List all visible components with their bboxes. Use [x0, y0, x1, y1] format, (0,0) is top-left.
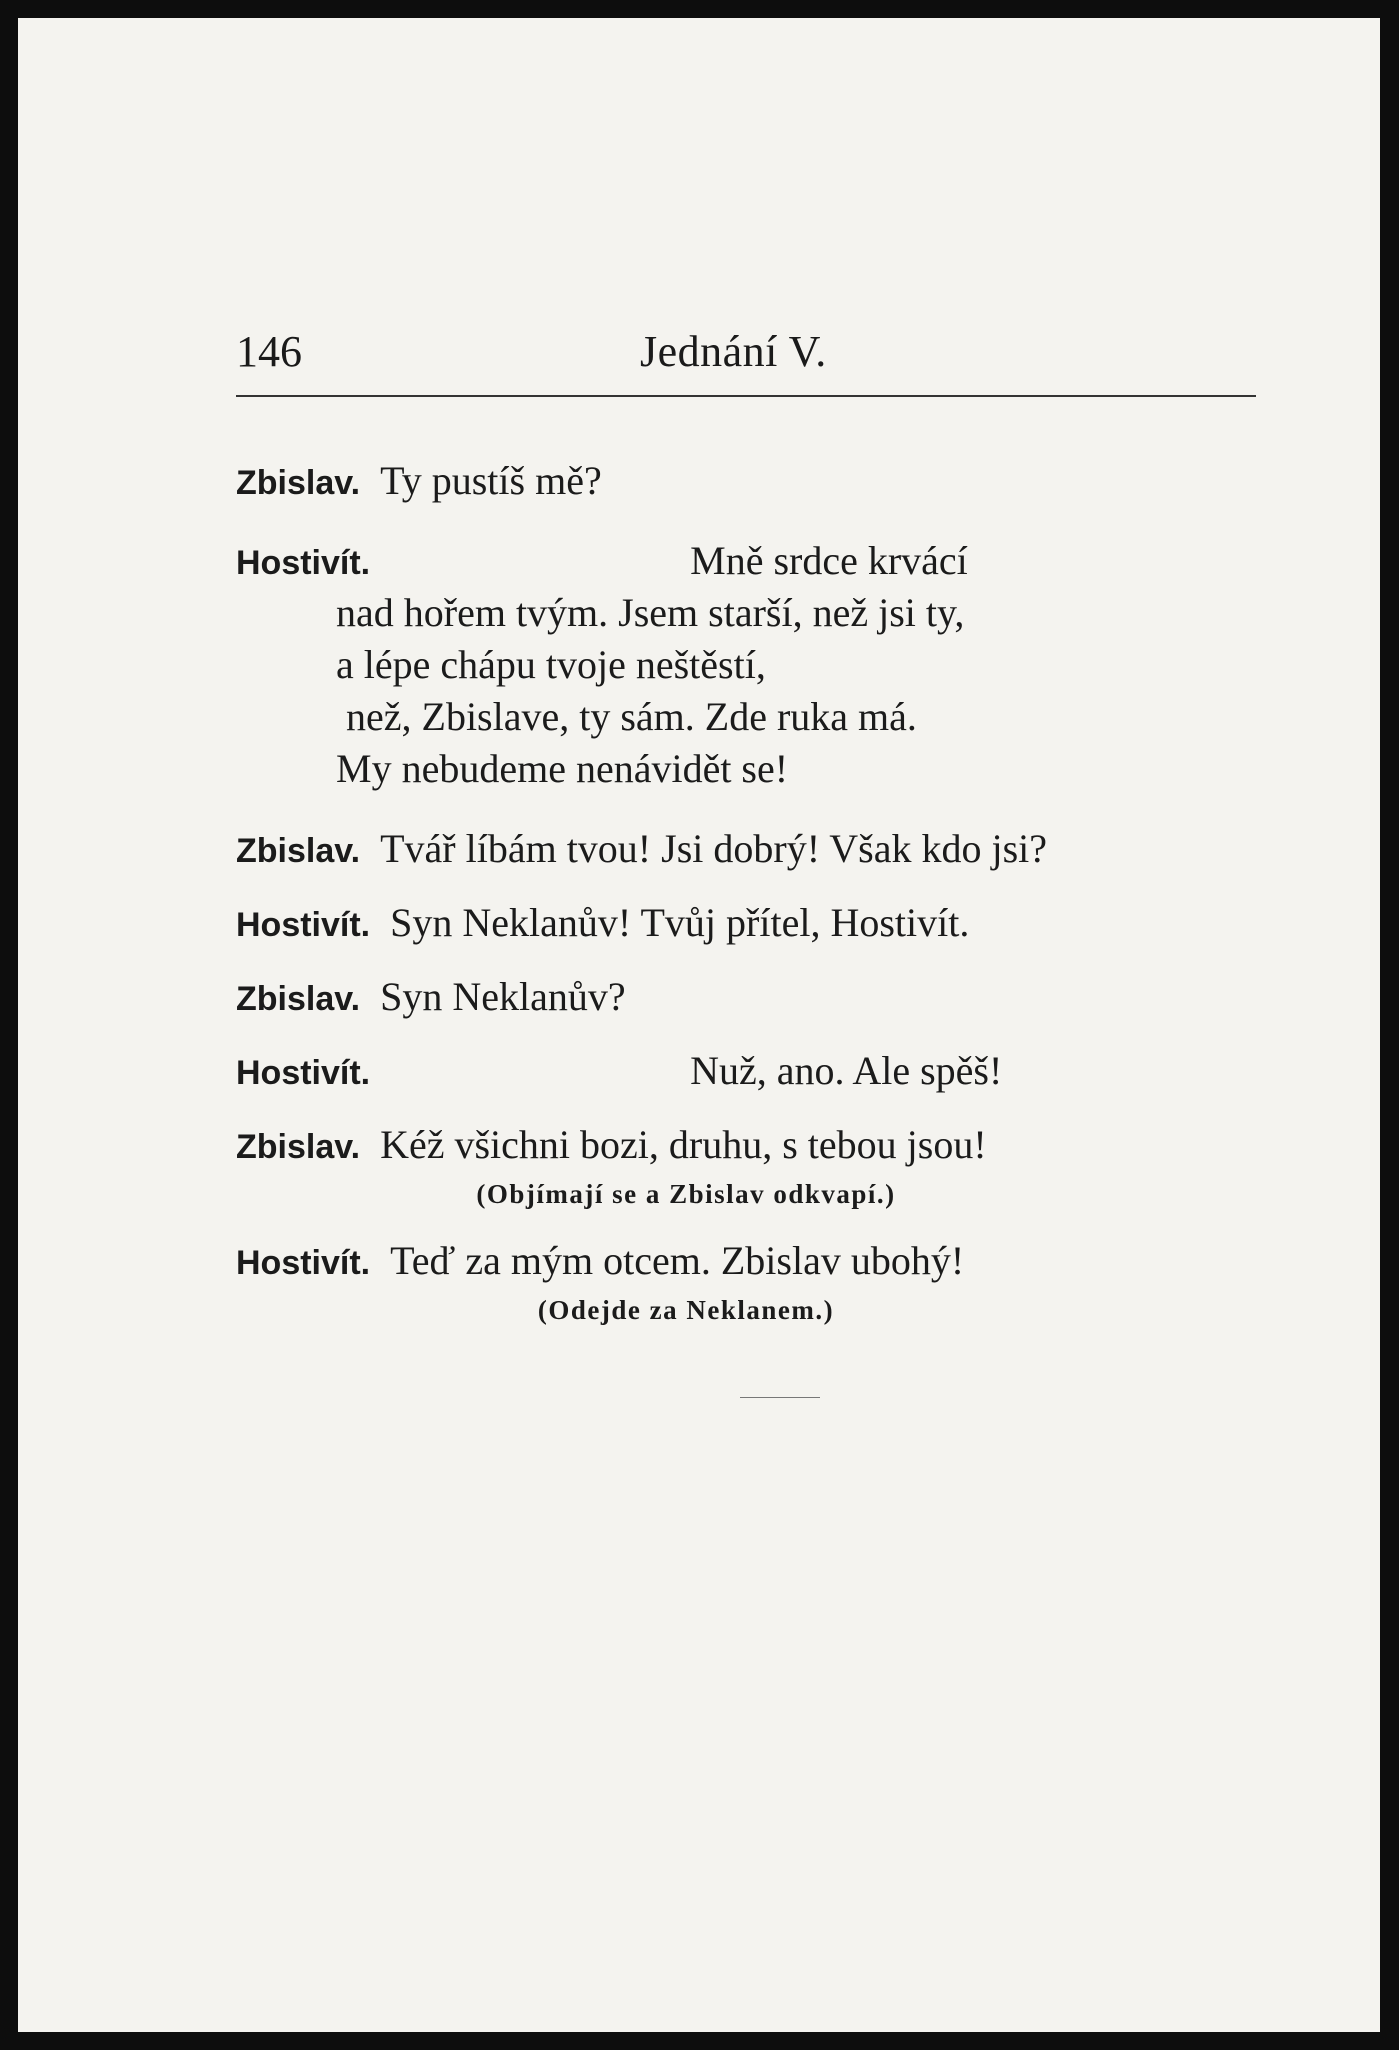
- speaker-name: Hostivít.: [236, 1054, 371, 1092]
- stage-direction: (Objímají se a Zbislav odkvapí.): [476, 1179, 896, 1209]
- verse-line: Nuž, ano. Ale spěš!: [690, 1048, 1003, 1093]
- verse-line: nad hořem tvým. Jsem starší, než jsi ty,: [336, 590, 965, 635]
- speech-zbislav-4: [236, 1119, 1296, 1217]
- verse-line: Mně srdce krvácí: [690, 538, 968, 583]
- page-number: 146: [236, 327, 302, 376]
- speech-hostivit-4: [236, 1235, 1296, 1333]
- verse-line: a lépe chápu tvoje neštěstí,: [336, 642, 766, 687]
- end-rule: [740, 1397, 820, 1398]
- speaker-name: Zbislav.: [236, 464, 361, 502]
- header-rule: [236, 395, 1256, 397]
- speaker-name: Hostivít.: [236, 1244, 371, 1282]
- speech-hostivit-3: [236, 1045, 1296, 1097]
- verse-line: Syn Neklanův?: [380, 974, 626, 1019]
- verse-line: Teď za mým otcem. Zbislav ubohý!: [390, 1238, 965, 1283]
- dialogue-text: [236, 455, 1296, 1333]
- speaker-name: Zbislav.: [236, 980, 361, 1018]
- verse-line: My nebudeme nenávidět se!: [336, 746, 789, 791]
- stage-direction: (Odejde za Neklanem.): [537, 1295, 835, 1325]
- verse-line: Kéž všichni bozi, druhu, s tebou jsou!: [380, 1122, 987, 1167]
- speech-zbislav-2: [236, 823, 1296, 875]
- speaker-name: Hostivít.: [236, 906, 371, 944]
- speech-hostivit-2: [236, 897, 1296, 949]
- verse-line: než, Zbislave, ty sám. Zde ruka má.: [346, 694, 917, 739]
- speaker-name: Zbislav.: [236, 1128, 361, 1166]
- verse-line: Ty pustíš mě?: [380, 458, 602, 503]
- verse-line: Syn Neklanův! Tvůj přítel, Hostivít.: [390, 900, 970, 945]
- verse-line: Tvář líbám tvou! Jsi dobrý! Však kdo jsi?: [380, 826, 1048, 871]
- speech-hostivit-1: [236, 535, 1296, 795]
- page-header: [236, 326, 1256, 382]
- speech-zbislav-3: [236, 971, 1296, 1023]
- speaker-name: Hostivít.: [236, 544, 371, 582]
- running-head: Jednání V.: [640, 327, 827, 376]
- speaker-name: Zbislav.: [236, 832, 361, 870]
- speech-zbislav-1: [236, 455, 1296, 507]
